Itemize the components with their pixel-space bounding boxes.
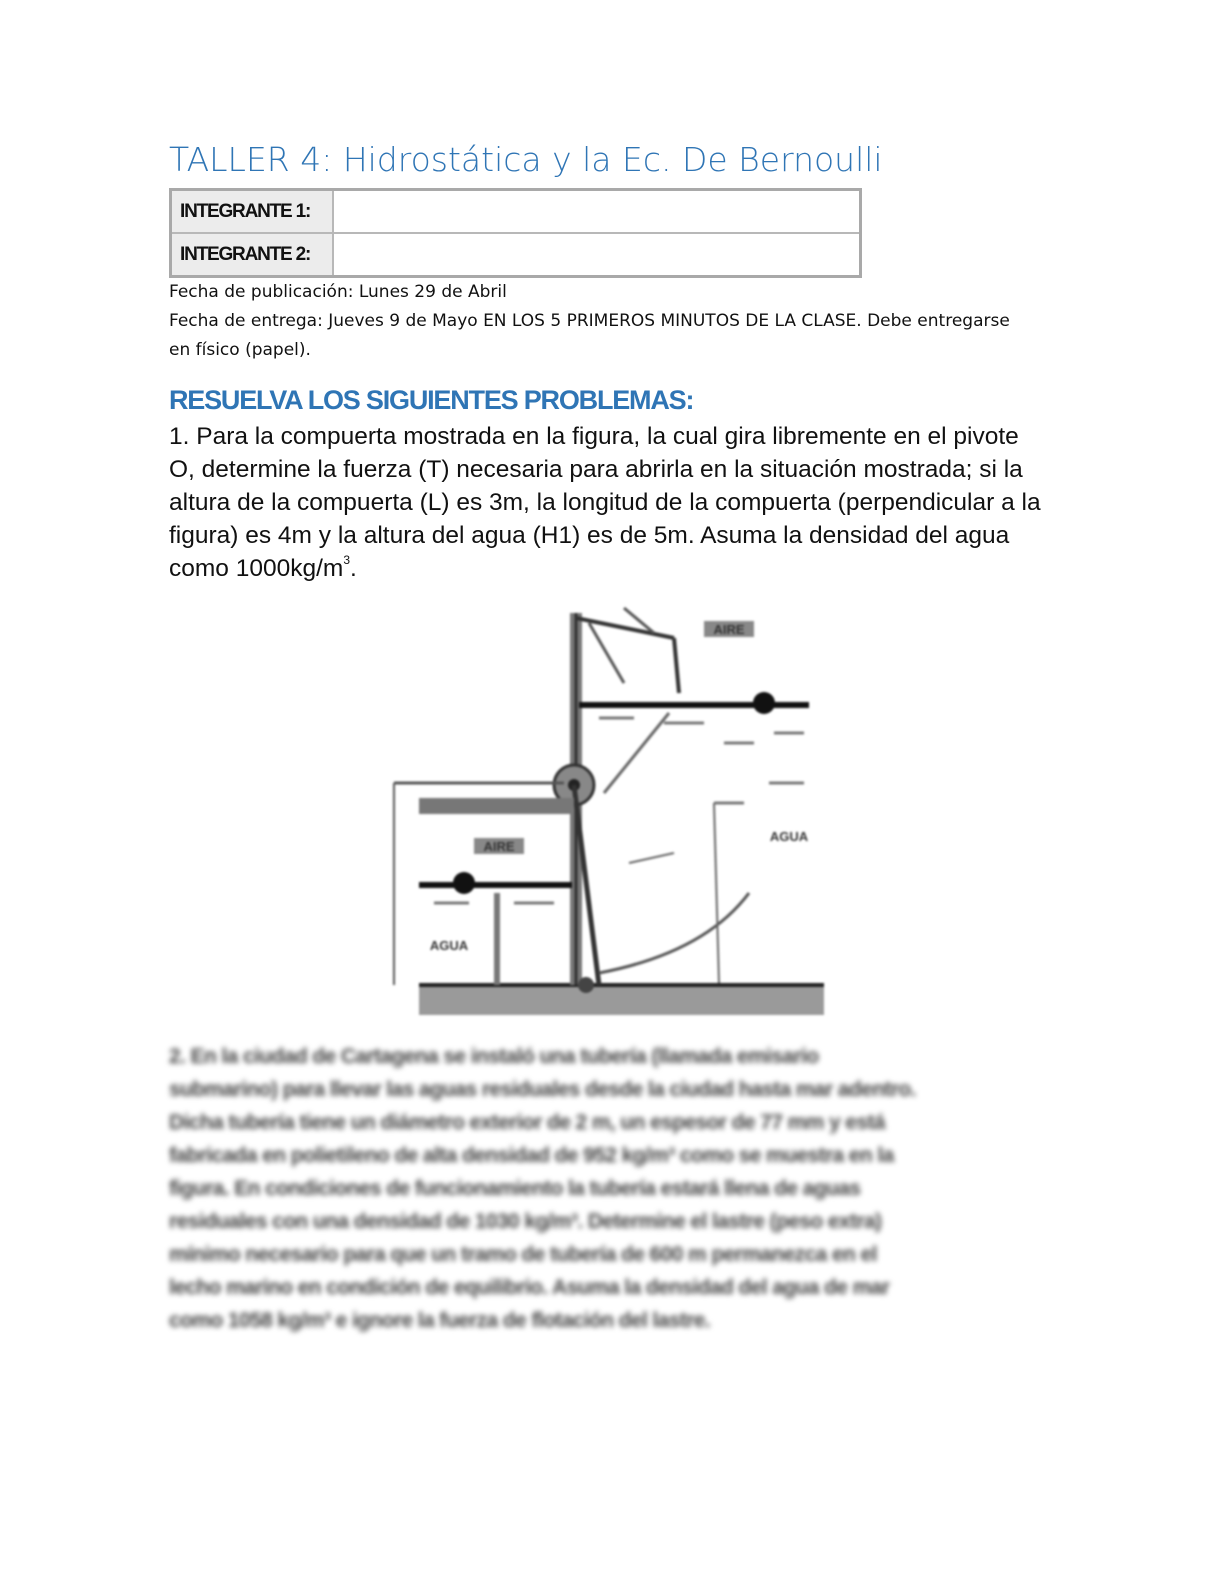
- problem-1-line: figura) es 4m y la altura del agua (H1) es de 5m. Asuma la densidad del agua: [169, 522, 1010, 549]
- problem-1: [169, 420, 1059, 585]
- problem-2-line: residuales con una densidad de 1030 kg/m³. Determine el lastre (peso extra): [169, 1210, 882, 1233]
- ground-hatch: [419, 985, 824, 1015]
- problem-2-line: lecho marino en condición de equilibrio. Asuma la densidad del agua de mar: [169, 1276, 890, 1299]
- left-roof: [419, 798, 574, 814]
- problem-2-line: submarino) para llevar las aguas residuales desde la ciudad hasta mar adentro.: [169, 1078, 916, 1101]
- superscript-exponent: 3: [343, 553, 350, 567]
- section-heading: RESUELVA LOS SIGUIENTES PROBLEMAS:: [169, 385, 694, 415]
- delivery-date-line-1: Fecha de entrega: Jueves 9 de Mayo EN LOS 5 PRIMEROS MINUTOS DE LA CLASE. Debe entregarse: [169, 311, 1010, 331]
- label-agua-right: AGUA: [769, 829, 809, 844]
- label-aire-top: AIRE: [713, 622, 745, 637]
- surface-marker-right: [753, 692, 775, 714]
- inner-divider: [494, 893, 500, 985]
- bottom-hinge: [578, 977, 594, 993]
- member-1-label: INTEGRANTE 1:: [171, 190, 334, 234]
- member-1-field[interactable]: [333, 190, 861, 234]
- member-row: [171, 233, 861, 277]
- label-aire-left: AIRE: [483, 839, 515, 854]
- members-table: [169, 188, 862, 278]
- member-2-field[interactable]: [333, 233, 861, 277]
- member-row: [171, 190, 861, 234]
- publication-date: Fecha de publicación: Lunes 29 de Abril: [169, 282, 507, 302]
- problem-2-line: fabricada en polietileno de alta densidad de 952 kg/m³ como se muestra en la: [169, 1144, 894, 1167]
- problem-2-line: figura. En condiciones de funcionamiento la tubería estará llena de aguas: [169, 1177, 861, 1200]
- problem-1-last-line: [169, 552, 1059, 585]
- problem-1-last-line-text: como 1000kg/m: [169, 555, 344, 582]
- surface-marker-left: [453, 872, 475, 894]
- label-agua-left: AGUA: [429, 938, 469, 953]
- delivery-date-line-2: en físico (papel).: [169, 340, 311, 360]
- problem-2-line: mínimo necesario para que un tramo de tubería de 600 m permanezca en el: [169, 1243, 877, 1266]
- problem-1-line: O, determine la fuerza (T) necesaria para abrirla en la situación mostrada; si la: [169, 456, 1023, 483]
- problem-1-last-line-end: .: [350, 555, 357, 582]
- page-title: TALLER 4: Hidrostática y la Ec. De Bernoulli: [169, 140, 883, 179]
- problem-2-line: Dicha tubería tiene un diámetro exterior de 2 m, un espesor de 77 mm y está: [169, 1111, 885, 1134]
- problem-1-line: 1. Para la compuerta mostrada en la figura, la cual gira libremente en el pivote: [169, 423, 1019, 450]
- problem-2: [169, 1040, 1049, 1337]
- problem-2-line: como 1058 kg/m³ e ignore la fuerza de flotación del lastre.: [169, 1309, 711, 1332]
- problem-1-line: altura de la compuerta (L) es 3m, la longitud de la compuerta (perpendicular a la: [169, 489, 1041, 516]
- gate-figure: [374, 593, 837, 1020]
- member-2-label: INTEGRANTE 2:: [171, 233, 334, 277]
- problem-2-line: 2. En la ciudad de Cartagena se instaló una tubería (llamada emisario: [169, 1045, 819, 1068]
